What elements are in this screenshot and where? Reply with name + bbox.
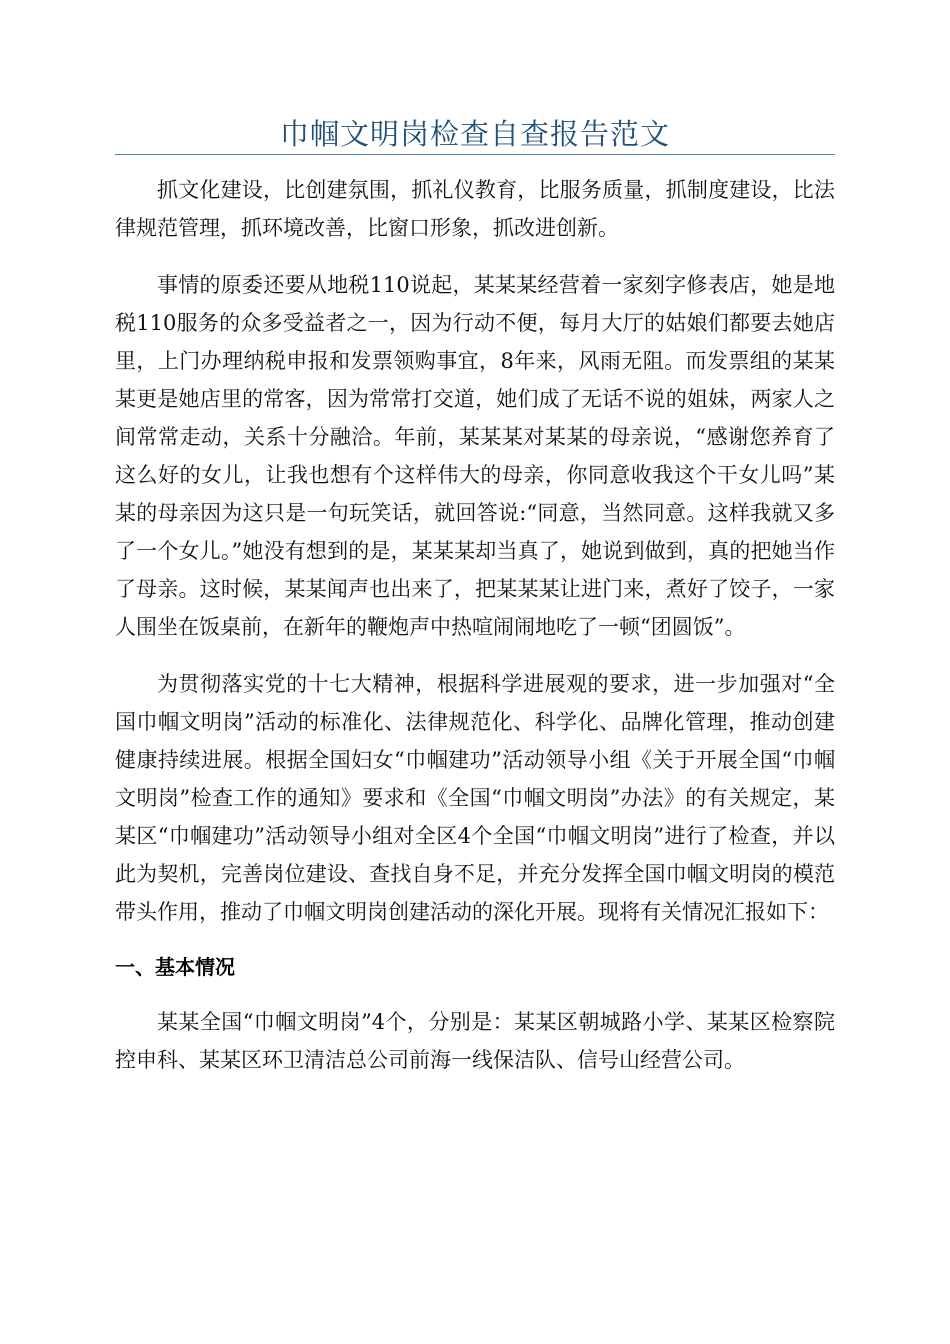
paragraph-story: 事情的原委还要从地税110说起，某某某经营着一家刻字修表店，她是地税110服务的众多受益者之一，因为行动不便，每月大厅的姑娘们都要去她店里，上门办理纳税申报和发票领购事宜，8年来，风雨无阻。而发票组的某某某更是她店里的常客，因为常常打交道，她们成了无话不说的姐妹，两家人之间常常走动，关系十分融洽。年前，某某某对某某的母亲说，“感谢您养育了这么好的女儿，让我也想有个这样伟大的母亲，你同意收我这个干女儿吗”某某的母亲因为这只是一句玩笑话，就回答说:“同意，当然同意。这样我就又多了一个女儿。”她没有想到的是，某某某却当真了，她说到做到，真的把她当作了母亲。这时候，某某闻声也出来了，把某某某让进门来，煮好了饺子，一家人围坐在饭桌前，在新年的鞭炮声中热喧闹闹地吃了一顿“团圆饭”。 — [115, 273, 835, 639]
paragraph-intro: 抓文化建设，比创建氛围，抓礼仪教育，比服务质量，抓制度建设，比法律规范管理，抓环境改善，比窗口形象，抓改进创新。 — [115, 178, 835, 240]
paragraph-basic-info: 某某全国“巾帼文明岗”4个，分别是：某某区朝城路小学、某某区检察院控申科、某某区环卫清洁总公司前海一线保洁队、信号山经营公司。 — [115, 1010, 835, 1072]
section-heading: 一、基本情况 — [115, 955, 235, 979]
paragraph-purpose: 为贯彻落实党的十七大精神，根据科学进展观的要求，进一步加强对“全国巾帼文明岗”活动的标准化、法律规范化、科学化、品牌化管理，推动创建健康持续进展。根据全国妇女“巾帼建功”活动领导小组《关于开展全国“巾帼文明岗”检查工作的通知》要求和《全国“巾帼文明岗”办法》的有关规定，某某区“巾帼建功”活动领导小组对全区4个全国“巾帼文明岗”进行了检查，并以此为契机，完善岗位建设、查找自身不足，并充分发挥全国巾帼文明岗的模范带头作用，推动了巾帼文明岗创建活动的深化开展。现将有关情况汇报如下： — [115, 672, 835, 924]
title-underline — [115, 154, 835, 155]
document-body — [115, 171, 835, 1079]
document-title: 巾帼文明岗检查自查报告范文 — [279, 117, 670, 151]
